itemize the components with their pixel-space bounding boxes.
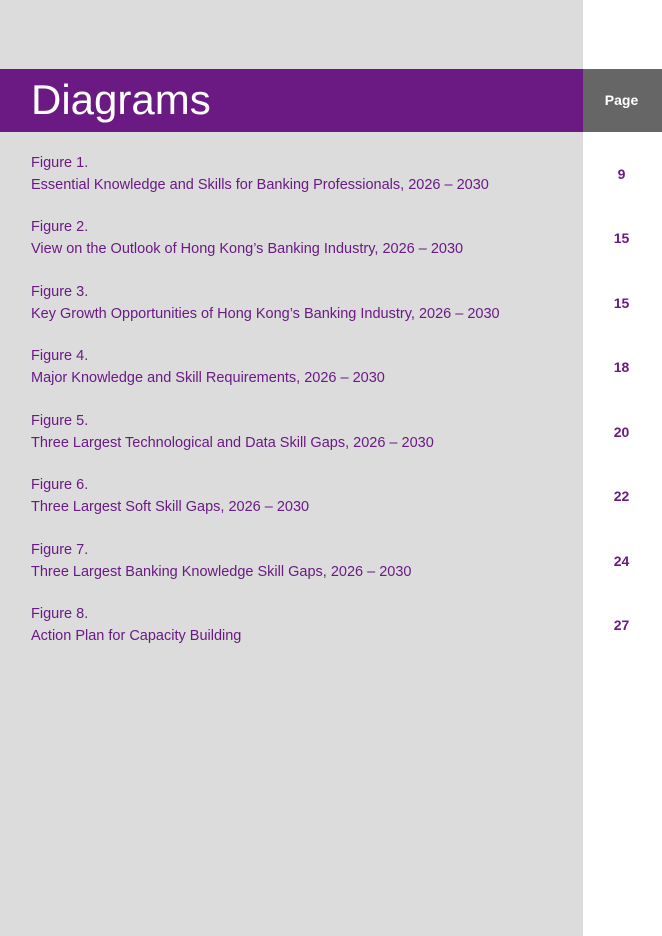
figure-page-number[interactable]: 22: [613, 488, 630, 504]
figure-page-number[interactable]: 24: [613, 553, 630, 569]
figure-title[interactable]: View on the Outlook of Hong Kong’s Banking Industry, 2026 – 2030: [31, 241, 464, 257]
figure-title[interactable]: Three Largest Soft Skill Gaps, 2026 – 2030: [31, 499, 310, 515]
figure-page-number[interactable]: 18: [613, 359, 630, 375]
toc-entry-figure-2[interactable]: [0, 217, 662, 265]
figure-label: Figure 2.: [31, 219, 89, 235]
figure-page-number[interactable]: 20: [613, 424, 630, 440]
figure-page-number[interactable]: 27: [613, 617, 630, 633]
toc-entry-figure-1[interactable]: [0, 153, 662, 201]
figure-page-number[interactable]: 15: [613, 295, 630, 311]
figure-title[interactable]: Key Growth Opportunities of Hong Kong’s Banking Industry, 2026 – 2030: [31, 306, 500, 322]
figure-label: Figure 4.: [31, 348, 89, 364]
toc-entry-figure-6[interactable]: [0, 475, 662, 523]
figure-label: Figure 3.: [31, 284, 89, 300]
figure-label: Figure 6.: [31, 477, 89, 493]
toc-entry-figure-5[interactable]: [0, 411, 662, 459]
figure-title[interactable]: Major Knowledge and Skill Requirements, 2026 – 2030: [31, 370, 385, 386]
figure-label: Figure 1.: [31, 155, 89, 171]
figure-title[interactable]: Three Largest Technological and Data Skill Gaps, 2026 – 2030: [31, 435, 434, 451]
toc-entry-figure-8[interactable]: [0, 604, 662, 652]
figure-title[interactable]: Essential Knowledge and Skills for Banking Professionals, 2026 – 2030: [31, 177, 489, 193]
toc-entry-figure-7[interactable]: [0, 540, 662, 588]
figure-page-number[interactable]: 15: [613, 230, 630, 246]
page-column-label: Page: [604, 92, 639, 108]
toc-entry-figure-4[interactable]: [0, 346, 662, 394]
figure-label: Figure 5.: [31, 413, 89, 429]
figure-title[interactable]: Three Largest Banking Knowledge Skill Gaps, 2026 – 2030: [31, 564, 412, 580]
figure-title[interactable]: Action Plan for Capacity Building: [31, 628, 242, 644]
page-title: Diagrams: [31, 76, 211, 123]
toc-entry-figure-3[interactable]: [0, 282, 662, 330]
figure-label: Figure 7.: [31, 542, 89, 558]
figure-label: Figure 8.: [31, 606, 89, 622]
figure-page-number[interactable]: 9: [617, 166, 626, 182]
